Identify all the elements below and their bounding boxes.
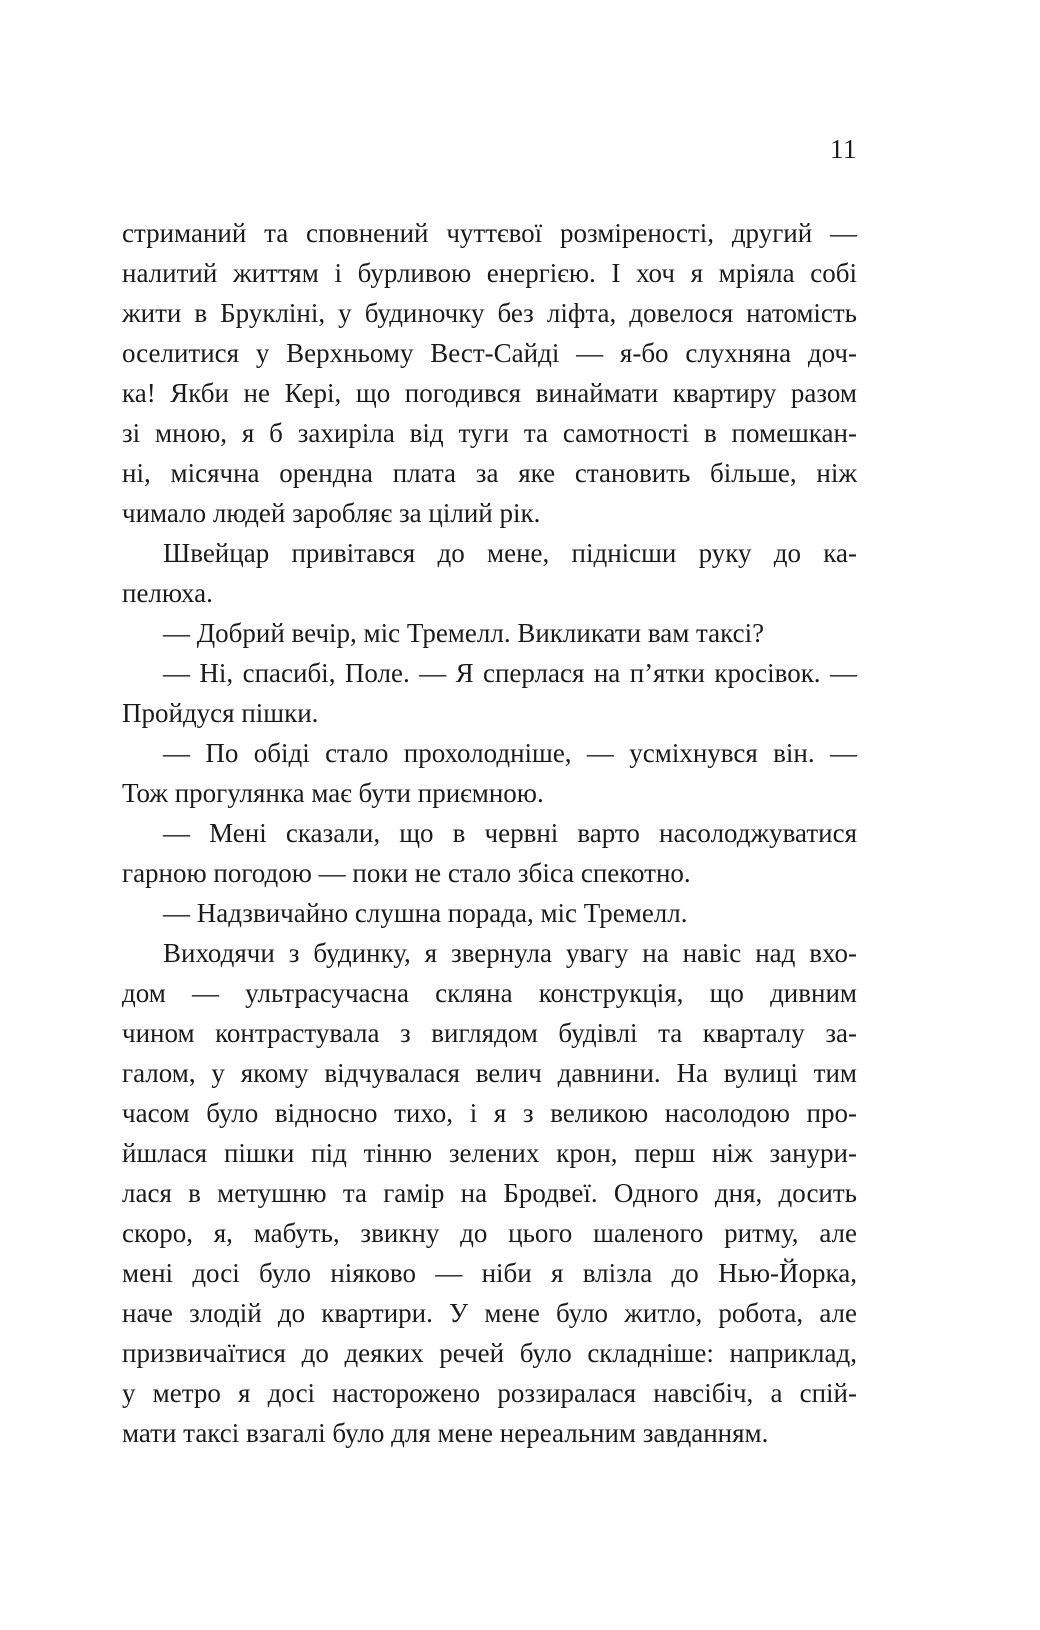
text-line: — Добрий вечір, міс Тремелл. Викликати вам таксі? [163,618,765,648]
text-line: ні, місячна орендна плата за яке становить більше, ніж [122,458,857,488]
text-line: наче злодій до квартири. У мене було житло, робота, але [122,1298,857,1328]
text-line: часом було відносно тихо, і я з великою насолодою про- [122,1098,857,1128]
text-line: мені досі було ніяково — ніби я влізла до Нью-Йорка, [122,1258,857,1288]
text-line: жити в Брукліні, у будиночку без ліфта, довелося натомість [122,298,857,328]
text-line: чином контрастувала з виглядом будівлі та кварталу за- [122,1018,857,1048]
text-line: ка! Якби не Кері, що погодився винаймати квартиру разом [122,378,857,408]
text-line: Виходячи з будинку, я звернула увагу на навіс над вхо- [163,938,857,968]
text-line: налитий життям і бурливою енергією. І хоч я мріяла собі [122,258,857,288]
text-line: стриманий та сповнений чуттєвої розміреності, другий — [122,218,857,248]
text-line: лася в метушню та гамір на Бродвеї. Одного дня, досить [122,1178,857,1208]
text-line: Швейцар привітався до мене, піднісши руку до ка- [163,538,857,568]
text-block [122,213,857,1453]
text-line: зі мною, я б захиріла від туги та самотності в помешкан- [122,418,857,448]
text-line: скоро, я, мабуть, звикну до цього шаленого ритму, але [122,1218,857,1248]
text-line: мати таксі взагалі було для мене нереальним завданням. [122,1418,769,1448]
text-line: — Ні, спасибі, Поле. — Я сперлася на п’ятки кросівок. — [163,658,857,688]
text-line: йшлася пішки під тінню зелених крон, перш ніж занури- [122,1138,857,1168]
text-line: призвичаїтися до деяких речей було складніше: наприклад, [122,1338,857,1368]
text-line: дом — ультрасучасна скляна конструкція, що дивним [122,978,857,1008]
text-line: оселитися у Верхньому Вест-Сайді — я-бо слухняна доч- [122,338,857,368]
text-line: чимало людей заробляє за цілий рік. [122,498,541,528]
text-line: пелюха. [122,578,213,608]
text-line: Тож прогулянка має бути приємною. [122,778,544,808]
text-line: — Мені сказали, що в червні варто насолоджуватися [163,818,857,848]
text-line: у метро я досі насторожено роззиралася навсібіч, а спій- [122,1378,857,1408]
text-line: Пройдуся пішки. [122,698,319,728]
text-line: — Надзвичайно слушна порада, міс Тремелл. [163,898,688,928]
text-line: гарною погодою — поки не стало збіса спекотно. [122,858,691,888]
page-number: 11 [830,134,857,164]
text-line: галом, у якому відчувалася велич давнини. На вулиці тим [122,1058,857,1088]
text-line: — По обіді стало прохолодніше, — усміхнувся він. — [163,738,857,768]
